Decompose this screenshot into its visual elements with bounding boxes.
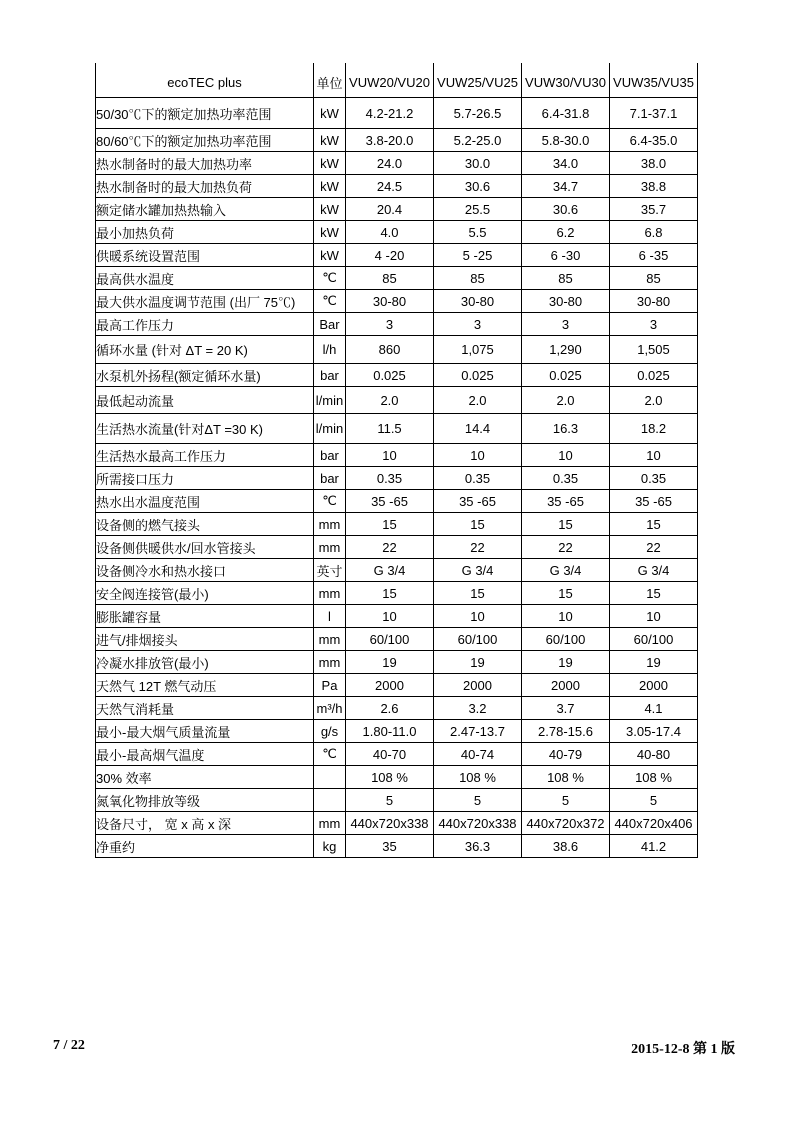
spec-value: 5 (434, 789, 522, 812)
spec-value: 1,075 (434, 336, 522, 364)
spec-value: 3.8-20.0 (346, 129, 434, 152)
spec-label: 热水制备时的最大加热功率 (96, 152, 314, 175)
table-row (96, 605, 698, 628)
spec-unit: kW (314, 175, 346, 198)
spec-value: 38.0 (610, 152, 698, 175)
table-row (96, 835, 698, 858)
spec-label: 最小-最高烟气温度 (96, 743, 314, 766)
spec-label: 生活热水最高工作压力 (96, 444, 314, 467)
spec-label: 最小-最大烟气质量流量 (96, 720, 314, 743)
spec-value: 35 -65 (522, 490, 610, 513)
spec-label: 天然气 12T 燃气动压 (96, 674, 314, 697)
model-column-header: VUW20/VU20 (346, 68, 434, 98)
edition-date: 2015-12-8 第 1 版 (631, 1042, 735, 1057)
spec-value: 2000 (434, 674, 522, 697)
spec-label: 循环水量 (针对 ΔT = 20 K) (96, 336, 314, 364)
spec-value: 22 (434, 536, 522, 559)
spec-value: 5 -25 (434, 244, 522, 267)
table-row (96, 513, 698, 536)
spec-value: 19 (346, 651, 434, 674)
spec-label: 膨胀罐容量 (96, 605, 314, 628)
spec-value: 34.0 (522, 152, 610, 175)
spec-unit: mm (314, 651, 346, 674)
table-row (96, 766, 698, 789)
table-row (96, 98, 698, 129)
spec-value: 20.4 (346, 198, 434, 221)
table-row (96, 536, 698, 559)
spec-unit: kg (314, 835, 346, 858)
spec-value: 6.4-31.8 (522, 98, 610, 129)
spec-unit: g/s (314, 720, 346, 743)
spec-value: 440x720x338 (434, 812, 522, 835)
spec-value: 2.0 (522, 387, 610, 414)
spec-value: 16.3 (522, 414, 610, 444)
spec-value: 4.0 (346, 221, 434, 244)
spec-value: 10 (434, 444, 522, 467)
spec-value: G 3/4 (522, 559, 610, 582)
spec-unit: mm (314, 628, 346, 651)
table-row (96, 582, 698, 605)
spec-value: 15 (522, 513, 610, 536)
table-row (96, 364, 698, 387)
table-row (96, 290, 698, 313)
table-row (96, 559, 698, 582)
spec-label: 最小加热负荷 (96, 221, 314, 244)
spec-value: 3 (346, 313, 434, 336)
table-header-row (96, 68, 698, 98)
model-column-header: VUW25/VU25 (434, 68, 522, 98)
spec-value: 3.7 (522, 697, 610, 720)
spec-value: 6 -30 (522, 244, 610, 267)
spec-value: 2.6 (346, 697, 434, 720)
spec-value: 35 -65 (610, 490, 698, 513)
spec-value: 2.47-13.7 (434, 720, 522, 743)
spec-unit: kW (314, 129, 346, 152)
spec-value: 0.025 (434, 364, 522, 387)
spec-value: G 3/4 (610, 559, 698, 582)
spec-value: 5.5 (434, 221, 522, 244)
spec-label: 供暖系统设置范围 (96, 244, 314, 267)
table-row (96, 720, 698, 743)
spec-value: 19 (434, 651, 522, 674)
table-row (96, 490, 698, 513)
spec-label: 生活热水流量(针对ΔT =30 K) (96, 414, 314, 444)
spec-value: 0.35 (434, 467, 522, 490)
spec-value: 0.025 (346, 364, 434, 387)
spec-value: 15 (610, 513, 698, 536)
spec-value: 60/100 (346, 628, 434, 651)
spec-unit: kW (314, 198, 346, 221)
spec-value: 0.35 (610, 467, 698, 490)
spec-value: 0.025 (610, 364, 698, 387)
spec-label: 冷凝水排放管(最小) (96, 651, 314, 674)
spec-value: 60/100 (434, 628, 522, 651)
spec-label: 最大供水温度调节范围 (出厂 75℃) (96, 290, 314, 313)
table-row (96, 444, 698, 467)
table-row (96, 674, 698, 697)
spec-value: 5 (610, 789, 698, 812)
spec-value: 0.35 (522, 467, 610, 490)
spec-value: 19 (610, 651, 698, 674)
spec-unit: bar (314, 444, 346, 467)
spec-unit: ℃ (314, 490, 346, 513)
spec-unit: Pa (314, 674, 346, 697)
spec-value: 2.0 (434, 387, 522, 414)
spec-value: 440x720x338 (346, 812, 434, 835)
spec-label: 额定储水罐加热热输入 (96, 198, 314, 221)
spec-value: 4.2-21.2 (346, 98, 434, 129)
spec-unit: l/min (314, 414, 346, 444)
spec-label: 设备侧冷水和热水接口 (96, 559, 314, 582)
table-row (96, 267, 698, 290)
table-row (96, 467, 698, 490)
spec-label: 所需接口压力 (96, 467, 314, 490)
spec-value: 85 (610, 267, 698, 290)
spec-value: 15 (434, 513, 522, 536)
spec-label: 最高工作压力 (96, 313, 314, 336)
spec-value: 10 (346, 444, 434, 467)
spec-label: 水泵机外扬程(额定循环水量) (96, 364, 314, 387)
spec-value: 22 (522, 536, 610, 559)
spec-value: 35.7 (610, 198, 698, 221)
spec-value: 10 (434, 605, 522, 628)
spec-value: 5 (346, 789, 434, 812)
spec-value: 15 (610, 582, 698, 605)
table-row (96, 743, 698, 766)
spec-label: 设备尺寸， 宽 x 高 x 深 (96, 812, 314, 835)
spec-value: 6.8 (610, 221, 698, 244)
spec-label: 进气/排烟接头 (96, 628, 314, 651)
spec-unit: bar (314, 467, 346, 490)
spec-value: 2.0 (610, 387, 698, 414)
spec-value: 40-70 (346, 743, 434, 766)
spec-value: 30-80 (522, 290, 610, 313)
spec-value: 108 % (434, 766, 522, 789)
table-row (96, 313, 698, 336)
spec-value: 2.78-15.6 (522, 720, 610, 743)
spec-value: 3.05-17.4 (610, 720, 698, 743)
spec-unit (314, 789, 346, 812)
spec-value: 440x720x372 (522, 812, 610, 835)
spec-label: 30% 效率 (96, 766, 314, 789)
spec-value: 15 (346, 513, 434, 536)
spec-value: 4.1 (610, 697, 698, 720)
spec-value: 30-80 (610, 290, 698, 313)
spec-value: 60/100 (522, 628, 610, 651)
spec-value: 2000 (522, 674, 610, 697)
spec-unit: mm (314, 812, 346, 835)
spec-unit: kW (314, 98, 346, 129)
spec-value: 6.2 (522, 221, 610, 244)
spec-value: 1.80-11.0 (346, 720, 434, 743)
spec-value: 60/100 (610, 628, 698, 651)
spec-unit: l/min (314, 387, 346, 414)
spec-label: 最低起动流量 (96, 387, 314, 414)
spec-value: 36.3 (434, 835, 522, 858)
spec-value: 108 % (346, 766, 434, 789)
table-row (96, 812, 698, 835)
table-row (96, 244, 698, 267)
spec-value: 15 (346, 582, 434, 605)
spec-value: 30-80 (434, 290, 522, 313)
spec-unit: ℃ (314, 267, 346, 290)
spec-unit: mm (314, 536, 346, 559)
spec-value: 35 -65 (434, 490, 522, 513)
spec-label: 设备侧的燃气接头 (96, 513, 314, 536)
spec-table (95, 68, 698, 858)
spec-value: 35 -65 (346, 490, 434, 513)
spec-value: 14.4 (434, 414, 522, 444)
spec-value: 3 (522, 313, 610, 336)
spec-value: 19 (522, 651, 610, 674)
spec-value: 10 (346, 605, 434, 628)
spec-unit: bar (314, 364, 346, 387)
spec-label: 80/60℃下的额定加热功率范围 (96, 129, 314, 152)
spec-value: 3 (610, 313, 698, 336)
spec-unit: mm (314, 513, 346, 536)
spec-value: 2.0 (346, 387, 434, 414)
spec-value: 24.5 (346, 175, 434, 198)
spec-value: 22 (610, 536, 698, 559)
model-column-header: VUW30/VU30 (522, 68, 610, 98)
spec-label: 氮氧化物排放等级 (96, 789, 314, 812)
table-row (96, 414, 698, 444)
spec-unit: l/h (314, 336, 346, 364)
spec-value: 10 (610, 605, 698, 628)
table-row (96, 387, 698, 414)
table-row (96, 336, 698, 364)
spec-label: 最高供水温度 (96, 267, 314, 290)
spec-unit: m³/h (314, 697, 346, 720)
spec-value: 38.6 (522, 835, 610, 858)
spec-unit: kW (314, 152, 346, 175)
spec-value: 860 (346, 336, 434, 364)
spec-value: G 3/4 (346, 559, 434, 582)
spec-unit: mm (314, 582, 346, 605)
spec-label: 安全阀连接管(最小) (96, 582, 314, 605)
table-row (96, 651, 698, 674)
spec-value: 1,505 (610, 336, 698, 364)
spec-value: 5.7-26.5 (434, 98, 522, 129)
spec-value: 11.5 (346, 414, 434, 444)
table-row (96, 198, 698, 221)
spec-label: 热水制备时的最大加热负荷 (96, 175, 314, 198)
spec-value: 18.2 (610, 414, 698, 444)
spec-value: 35 (346, 835, 434, 858)
spec-value: 10 (522, 605, 610, 628)
spec-unit: 英寸 (314, 559, 346, 582)
table-row (96, 221, 698, 244)
spec-value: 30.6 (434, 175, 522, 198)
spec-value: 7.1-37.1 (610, 98, 698, 129)
spec-value: G 3/4 (434, 559, 522, 582)
spec-label: 净重约 (96, 835, 314, 858)
spec-value: 2000 (346, 674, 434, 697)
spec-unit (314, 766, 346, 789)
spec-value: 22 (346, 536, 434, 559)
table-row (96, 697, 698, 720)
spec-value: 4 -20 (346, 244, 434, 267)
spec-value: 30.6 (522, 198, 610, 221)
spec-value: 41.2 (610, 835, 698, 858)
spec-label: 热水出水温度范围 (96, 490, 314, 513)
spec-table-body (96, 98, 698, 858)
spec-unit: Bar (314, 313, 346, 336)
spec-value: 30-80 (346, 290, 434, 313)
spec-value: 1,290 (522, 336, 610, 364)
table-row (96, 152, 698, 175)
spec-value: 0.025 (522, 364, 610, 387)
spec-value: 25.5 (434, 198, 522, 221)
spec-value: 38.8 (610, 175, 698, 198)
table-row (96, 175, 698, 198)
spec-value: 6 -35 (610, 244, 698, 267)
spec-value: 5.2-25.0 (434, 129, 522, 152)
spec-value: 24.0 (346, 152, 434, 175)
spec-value: 3.2 (434, 697, 522, 720)
spec-value: 15 (522, 582, 610, 605)
spec-value: 6.4-35.0 (610, 129, 698, 152)
spec-label: 天然气消耗量 (96, 697, 314, 720)
spec-value: 15 (434, 582, 522, 605)
table-row (96, 789, 698, 812)
spec-unit: ℃ (314, 290, 346, 313)
spec-value: 40-79 (522, 743, 610, 766)
spec-value: 10 (522, 444, 610, 467)
spec-unit: kW (314, 244, 346, 267)
spec-value: 30.0 (434, 152, 522, 175)
spec-label: 设备侧供暖供水/回水管接头 (96, 536, 314, 559)
spec-value: 85 (522, 267, 610, 290)
spec-value: 3 (434, 313, 522, 336)
spec-value: 40-80 (610, 743, 698, 766)
spec-value: 5 (522, 789, 610, 812)
spec-value: 108 % (522, 766, 610, 789)
spec-unit: l (314, 605, 346, 628)
spec-value: 5.8-30.0 (522, 129, 610, 152)
spec-value: 40-74 (434, 743, 522, 766)
unit-column-header: 单位 (314, 68, 346, 98)
spec-value: 2000 (610, 674, 698, 697)
spec-value: 108 % (610, 766, 698, 789)
spec-value: 34.7 (522, 175, 610, 198)
spec-value: 0.35 (346, 467, 434, 490)
table-row (96, 129, 698, 152)
table-title: ecoTEC plus (96, 68, 314, 98)
spec-unit: kW (314, 221, 346, 244)
spec-unit: ℃ (314, 743, 346, 766)
page-number: 7 / 22 (53, 1038, 85, 1053)
table-row (96, 628, 698, 651)
spec-value: 10 (610, 444, 698, 467)
spec-value: 85 (346, 267, 434, 290)
model-column-header: VUW35/VU35 (610, 68, 698, 98)
spec-value: 440x720x406 (610, 812, 698, 835)
spec-label: 50/30℃下的额定加热功率范围 (96, 98, 314, 129)
spec-value: 85 (434, 267, 522, 290)
